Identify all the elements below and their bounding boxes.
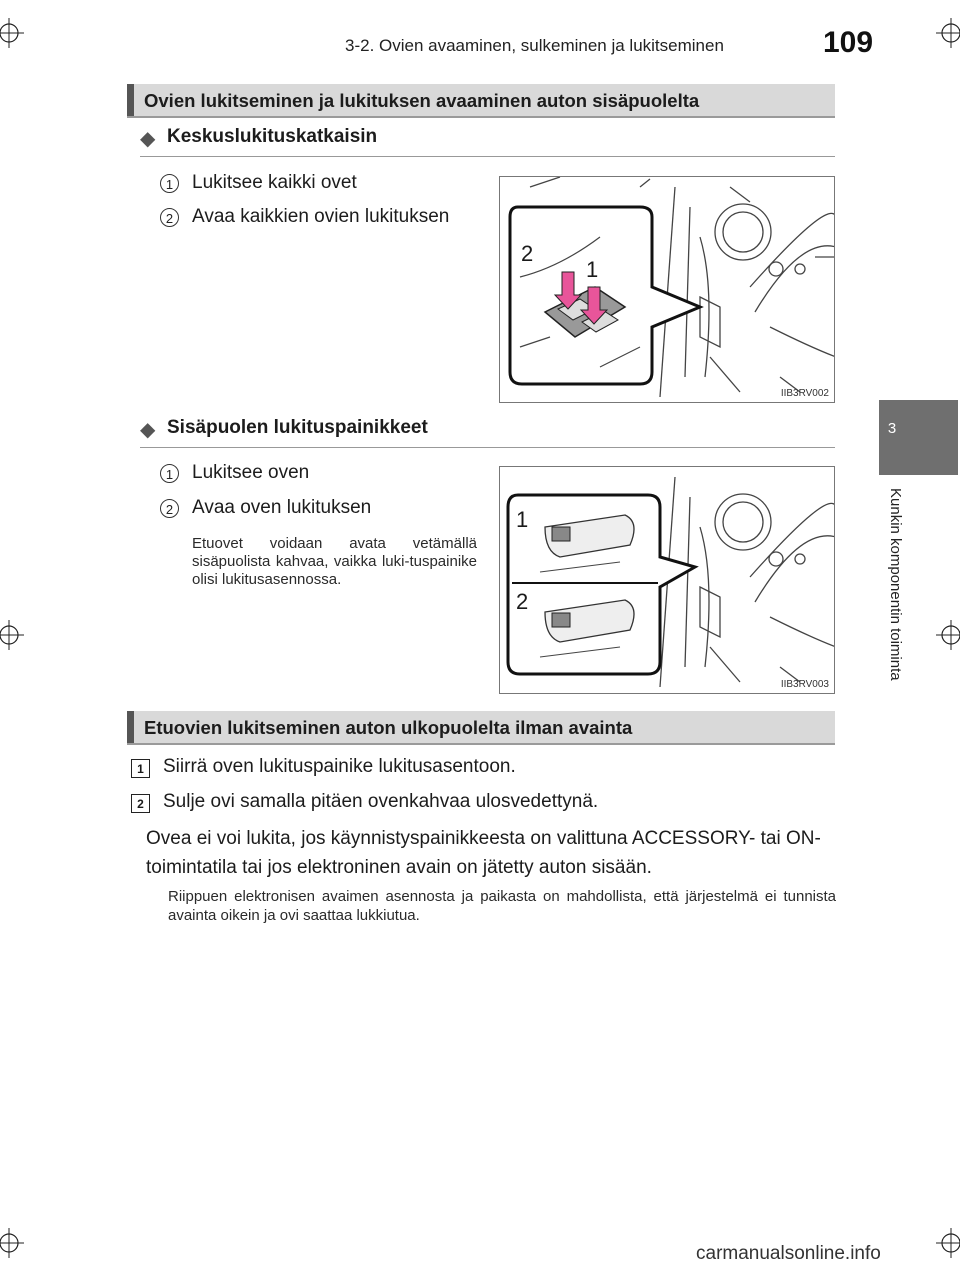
small-note: Riippuen elektronisen avaimen asennosta ja paikasta on mahdollista, että järjestelmä ei tunnista avainta oikein ja ovi saattaa lukkiutua. (168, 888, 836, 924)
figure-code: IIB3RV002 (780, 388, 829, 399)
chapter-label: Kunkin komponentin toiminta (887, 488, 904, 681)
note-text: Etuovet voidaan avata vetämällä sisäpuolista kahvaa, vaikka luki-tuspainike olisi lukitusasennossa. (192, 535, 477, 588)
registration-mark-mid-right (936, 620, 960, 650)
step-text: Siirrä oven lukituspainike lukitusasentoon. (163, 756, 516, 777)
subheading-inside-lock-buttons (140, 413, 835, 448)
subheading-central-lock-switch (140, 122, 835, 157)
watermark: carmanualsonline.info (696, 1243, 881, 1264)
callout-number: 1 (160, 464, 179, 483)
callout-number: 2 (160, 208, 179, 227)
figure-code: IIB3RV003 (780, 679, 829, 690)
diamond-bullet-icon: ◆ (140, 419, 156, 441)
registration-mark-top-right (936, 18, 960, 48)
subheading-text: Keskuslukituskatkaisin (167, 126, 378, 147)
diamond-bullet-icon: ◆ (140, 128, 156, 150)
figure-central-lock-switch (499, 176, 835, 403)
figure-callout-1: 1 (516, 507, 529, 532)
callout-number: 1 (160, 174, 179, 193)
callout-text: Lukitsee oven (192, 462, 310, 483)
section-banner-text: Etuovien lukitseminen auton ulkopuolelta ilman avainta (144, 717, 633, 738)
registration-mark-bottom-left (0, 1228, 24, 1258)
callout-text: Lukitsee kaikki ovet (192, 172, 357, 193)
registration-mark-mid-left (0, 620, 24, 650)
figure-callout-2: 2 (516, 589, 529, 614)
subheading-text: Sisäpuolen lukituspainikkeet (167, 417, 428, 438)
illustration-inside-lock-buttons (500, 467, 835, 694)
paragraph: Ovea ei voi lukita, jos käynnistyspainikkeesta on valittuna ACCESSORY- tai ON-toimintatila tai jos elektroninen avain on jätetty auton sisään. (146, 828, 821, 878)
chapter-tab (879, 400, 958, 475)
figure-callout-2: 2 (521, 241, 534, 266)
step-text: Sulje ovi samalla pitäen ovenkahvaa ulosvedettynä. (163, 791, 599, 812)
running-head: 3-2. Ovien avaaminen, sulkeminen ja lukitseminen (345, 36, 724, 55)
illustration-central-lock-switch (500, 177, 835, 403)
chapter-number: 3 (887, 420, 897, 437)
section-banner-exterior-locking (127, 711, 835, 745)
figure-inside-lock-buttons (499, 466, 835, 694)
callout-text: Avaa oven lukituksen (192, 497, 372, 518)
step-number: 2 (131, 794, 150, 813)
section-banner-text: Ovien lukitseminen ja lukituksen avaaminen auton sisäpuolelta (144, 90, 700, 111)
callout-text: Avaa kaikkien ovien lukituksen (192, 206, 450, 227)
registration-mark-top-left (0, 18, 24, 48)
page-number: 109 (823, 26, 874, 59)
step-number: 1 (131, 759, 150, 778)
registration-mark-bottom-right (936, 1228, 960, 1258)
section-banner-interior-locking (127, 84, 835, 118)
callout-number: 2 (160, 499, 179, 518)
figure-callout-1: 1 (586, 257, 599, 282)
